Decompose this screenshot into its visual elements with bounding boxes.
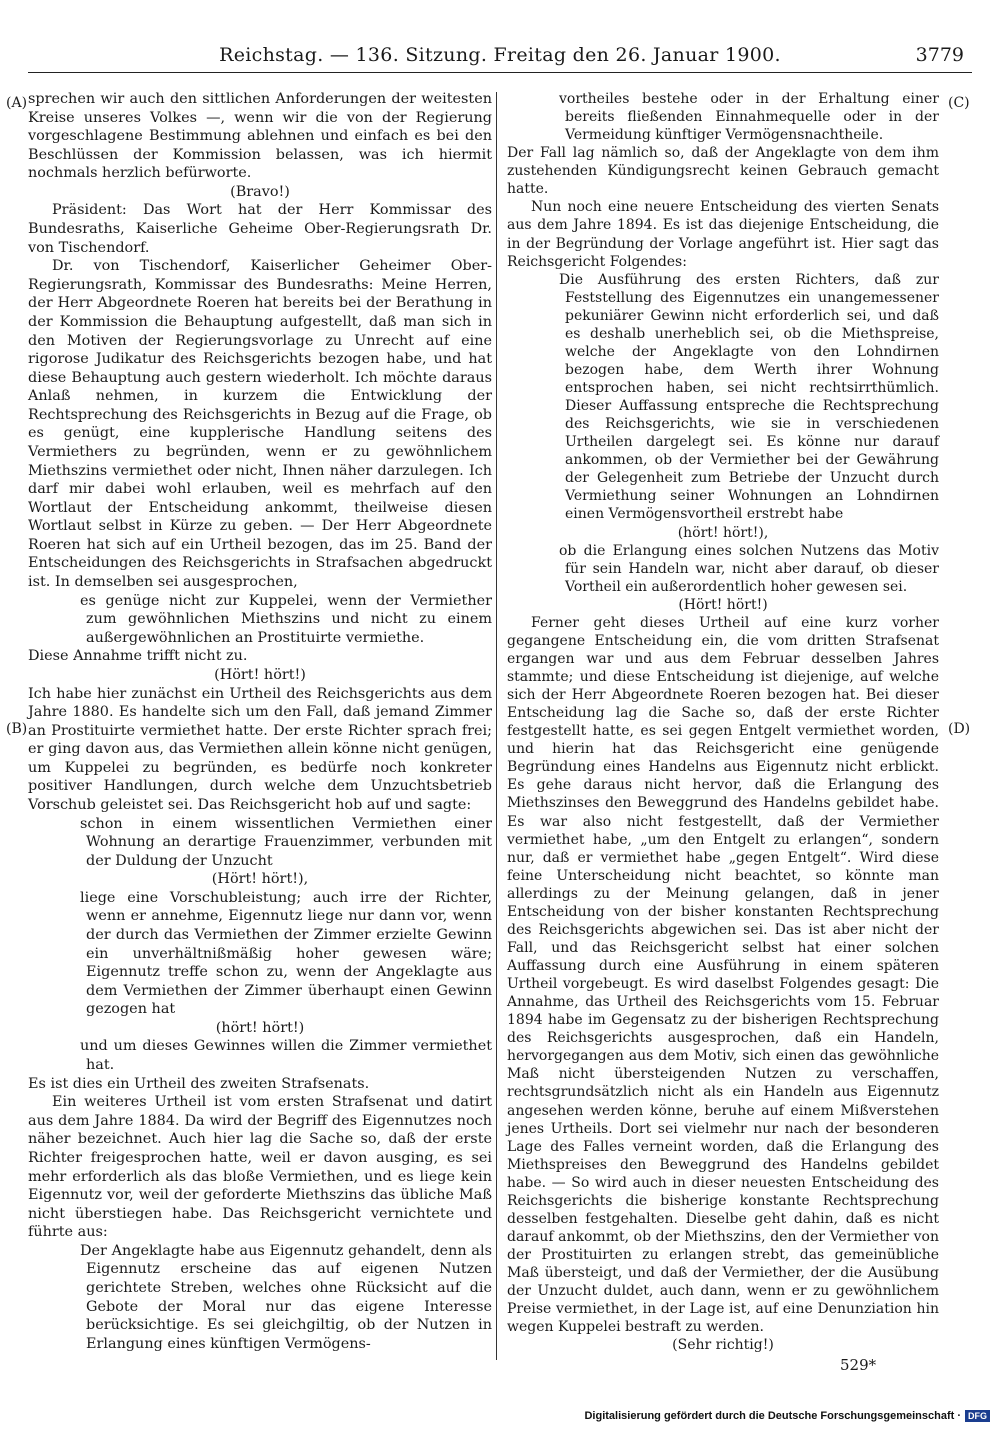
dfg-logo-icon: DFG xyxy=(965,1410,990,1422)
margin-marker-a: (A) xyxy=(6,95,28,111)
running-title: Reichstag. — 136. Sitzung. Freitag den 26. Januar 1900. xyxy=(219,44,781,66)
margin-marker-d: (D) xyxy=(948,721,971,737)
page-number: 3779 xyxy=(915,44,964,66)
interjection: (hört! hört!), xyxy=(677,524,769,541)
interjection: (Sehr richtig!) xyxy=(672,1337,774,1354)
paragraph: Der Fall lag nämlich so, daß der Angeklagte von dem ihm zustehenden Kündigungsrecht keinen Gebrauch gemacht hatte. xyxy=(507,145,939,198)
paragraph: Diese Annahme trifft nicht zu. xyxy=(28,648,248,665)
column-divider xyxy=(496,92,497,1360)
interjection: (Hört! hört!) xyxy=(678,596,768,613)
page-header xyxy=(0,0,1000,70)
footer xyxy=(584,1410,990,1422)
interjection: (Hört! hört!), xyxy=(211,871,309,888)
quotation: ob die Erlangung eines solchen Nutzens das Motiv für sein Handeln war, nicht aber darauf, ob dieser Vortheil ein außerordentlich hoher gewesen sei. xyxy=(559,542,939,595)
paragraph: Ferner geht dieses Urtheil auf eine kurz vorher gegangene Entscheidung ein, die vom dritten Strafsenat ergangen war und aus dem Februar desselben Jahres stammte; und diese Entscheidung ist diejenige, auf welche sich der Herr Abgeordnete Roeren bezogen hat. Bei dieser Entscheidung lag die Sache so, daß der erste Richter festgestellt hatte, es sei gegen Entgelt vermiethet worden, und hierin hat das Reichsgericht eine genügende Begründung eines Handelns aus Eigennutz nicht erblickt. Es gehe daraus nicht hervor, daß die Erlangung des Miethszinses den Beweggrund des Handelns gebildet habe. Es war also nicht festgestellt, daß der Vermiether vermiethet habe, „um den Entgelt zu erlangen“, sondern nur, daß er vermiethet habe „gegen Entgelt“. Wird diese feine Unterscheidung nicht beachtet, so könnte man allerdings zu der Meinung gelangen, daß in jener Entscheidung von der bisher konstanten Rechtsprechung des Reichsgerichts abgewichen sei. Das ist aber nicht der Fall, und das Reichsgericht selbst hat einer solchen Auffassung durch eine Ausführung in einem späteren Urtheil vorgebeugt. Es wird daselbst Folgendes gesagt: Die Annahme, das Urtheil des Reichsgerichts vom 15. Februar 1894 habe im Gegensatz zu der bisherigen Rechtsprechung des Reichsgerichts ausgesprochen, daß ein Handeln, hervorgegangen aus dem Motiv, sich einen das gewöhnliche Maß nicht übersteigenden Nutzen zu verschaffen, rechtsgrundsätzlich nicht als ein Handeln aus Eigennutz angesehen werden könne, beruhe auf einem Mißverstehen jenes Urtheils. Dort sei vielmehr nur nach der besonderen Lage des Falles verneint worden, daß die Erlangung des Miethspreises den Beweggrund des Handelns gebildet habe. — So wird auch in dieser neuesten Entscheidung des Reichsgerichts die bisherige konstante Rechtsprechung desselben festgehalten. Dieselbe geht dahin, daß es nicht darauf ankommt, ob der Miethszins, den der Vermiether von der Prostituirten zu erlangen strebt, das gemeinübliche Maß übersteigt, und daß der Vermiether, der die Ausübung der Unzucht duldet, auch dann, wenn er zu gewöhnlichem Preise vermiethet, in der Lage ist, auf eine Denunziation hin wegen Kuppelei bestraft zu werden. xyxy=(507,614,939,1336)
signature-mark: 529* xyxy=(840,1356,877,1374)
quotation: liege eine Vorschubleistung; auch irre der Richter, wenn er annehme, Eigennutz liege nur dann vor, wenn der durch das Vermiethen der Zimmer erzielte Gewinn ein unverhältnißmäßig hoher gewesen wäre; Eigennutz treffe schon zu, wenn der Angeklagte aus dem Vermiethen der Zimmer überhaupt einen Gewinn gezogen hat xyxy=(80,889,492,1018)
paragraph: Ein weiteres Urtheil ist vom ersten Strafsenat und datirt aus dem Jahre 1884. Da wird der Begriff des Eigennutzes noch näher bezeichnet. Auch hier lag die Sache so, daß der erste Richter freigesprochen hatte, weil er davon ausging, es sei mehr erforderlich als das bloße Vermiethen, und es liege kein Eigennutz vor, weil der geforderte Miethszins das übliche Maß nicht überstiegen habe. Das Reichsgericht vernichtete und führte aus: xyxy=(28,1094,492,1241)
quotation: vortheiles bestehe oder in der Erhaltung einer bereits fließenden Einnahmequelle oder in der Vermeidung künftiger Vermögensnachtheile. xyxy=(559,91,939,144)
paragraph: Ich habe hier zunächst ein Urtheil des Reichsgerichts aus dem Jahre 1880. Es handelte sich um den Fall, daß jemand Zimmer an Prostituirte vermiethet hatte. Der erste Richter sprach frei; er ging davon aus, das Vermiethen allein könne nicht genügen, um Kuppelei zu begründen, es bedürfe noch konkreter positiver Handlungen, durch welche dem Unzuchtsbetrieb Vorschub geleistet sei. Das Reichsgericht hob auf und sagte: xyxy=(28,685,492,813)
quotation: es genüge nicht zur Kuppelei, wenn der Vermiether zum gewöhnlichen Miethszins und nicht zu einem außergewöhnlichen an Prostituirte vermiethe. xyxy=(80,592,492,646)
left-column xyxy=(28,90,492,1360)
interjection: (Bravo!) xyxy=(230,183,290,200)
right-column xyxy=(507,90,939,1370)
quotation: und um dieses Gewinnes willen die Zimmer vermiethet hat. xyxy=(80,1038,492,1074)
quotation: schon in einem wissentlichen Vermiethen einer Wohnung an derartige Frauenzimmer, verbunden mit der Duldung der Unzucht xyxy=(80,815,492,869)
margin-marker-c: (C) xyxy=(948,95,970,111)
paragraph: Präsident: Das Wort hat der Herr Kommissar des Bundesraths, Kaiserliche Geheime Ober-Regierungsrath Dr. von Tischendorf. xyxy=(28,202,492,256)
footer-text: Digitalisierung gefördert durch die Deutsche Forschungsgemeinschaft · xyxy=(584,1410,961,1422)
paragraph: Nun noch eine neuere Entscheidung des vierten Senats aus dem Jahre 1894. Es ist das diejenige Entscheidung, die in der Begründung der Vorlage angeführt ist. Hier sagt das Reichsgericht Folgendes: xyxy=(507,199,939,270)
quotation: Der Angeklagte habe aus Eigennutz gehandelt, denn als Eigennutz erscheine das auf eigenen Nutzen gerichtete Streben, welches ohne Rücksicht auf die Gebote der Moral nur das eigene Interesse berücksichtige. Es sei gleichgiltig, ob der Nutzen in Erlangung eines künftigen Vermögens- xyxy=(80,1242,492,1352)
header-rule xyxy=(28,72,972,73)
paragraph: Es ist dies ein Urtheil des zweiten Strafsenats. xyxy=(28,1075,370,1092)
paragraph: Dr. von Tischendorf, Kaiserlicher Geheimer Ober-Regierungsrath, Kommissar des Bundesraths: Meine Herren, der Herr Abgeordnete Roeren hat bereits bei der Berathung in der Kommission die Behauptung aufgestellt, daß man sich in den Motiven der Regierungsvorlage zu Unrecht auf eine rigorose Judikatur des Reichsgerichts bezogen habe, und hat diese Behauptung auch gestern wiederholt. Ich möchte daraus Anlaß nehmen, in kurzem die Entwicklung der Rechtsprechung des Reichsgerichts in Bezug auf die Frage, ob es genügt, eine kupplerische Handlung seitens des Vermiethers zu begründen, wenn er zu gewöhnlichem Miethszins vermiethet oder nicht, Ihnen näher darzulegen. Ich darf mir dabei wohl erlauben, weil es mehrfach auf den Wortlaut der Entscheidung ankommt, theilweise diesen Wortlaut selbst in Kürze zu geben. — Der Herr Abgeordnete Roeren hat sich auf ein Urtheil bezogen, das im 25. Band der Entscheidungen des Reichsgerichts in Strafsachen abgedruckt ist. In demselben sei ausgesprochen, xyxy=(28,258,492,591)
paragraph: sprechen wir auch den sittlichen Anforderungen der weitesten Kreise unseres Volkes —, wenn wir die von der Regierung vorgeschlagene Bestimmung ablehnen und einfach es bei den Beschlüssen der Kommission belassen, was ich hiermit nochmals herzlich befürworte. xyxy=(28,91,492,182)
interjection: (Hört! hört!) xyxy=(214,666,306,683)
quotation: Die Ausführung des ersten Richters, daß zur Feststellung des Eigennutzes ein unangemessener pekuniärer Gewinn nicht erforderlich sei, und daß es deshalb unerheblich sei, ob die Miethspreise, welche der Angeklagte von den Lohndirnen bezogen habe, dem Werth ihrer Wohnung entsprochen haben, sei nicht rechtsirrthümlich. Dieser Auffassung entspreche die Rechtsprechung des Reichsgerichts, wie sie in verschiedenen Urtheilen dargelegt sei. Es könne nur darauf ankommen, ob der Vermiether bei der Gewährung der Gelegenheit zum Betriebe der Unzucht durch Vermiethung seiner Wohnungen an Lohndirnen einen Vermögensvortheil erstrebt habe xyxy=(559,271,939,523)
interjection: (hört! hört!) xyxy=(215,1019,305,1036)
margin-marker-b: (B) xyxy=(6,721,28,737)
